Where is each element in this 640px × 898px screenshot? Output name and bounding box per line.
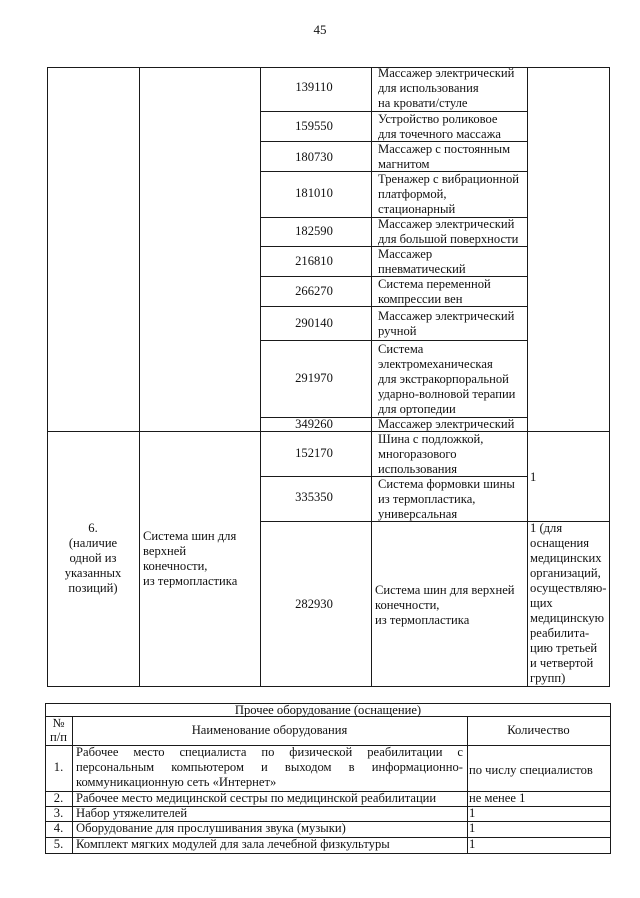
equipment-code: 349260 — [295, 417, 333, 431]
equipment-name-line: Рабочее место специалиста по физической реабилитации с — [76, 745, 463, 759]
quantity-cell: 1 — [469, 821, 476, 835]
quantity-cell: 1 — [530, 470, 537, 484]
table-col-divider — [139, 67, 140, 687]
equipment-name: Массажер электрический ручной — [378, 309, 515, 338]
equipment-code: 159550 — [295, 119, 333, 133]
section-title: Прочее оборудование (оснащение) — [234, 703, 422, 717]
equipment-name: Массажер электрический для большой поверхности — [378, 217, 519, 246]
table-border-bottom — [45, 853, 611, 854]
equipment-code: 335350 — [295, 490, 333, 504]
column-header-name: Наименование оборудования — [191, 723, 348, 737]
equipment-name: Массажер пневматический — [378, 247, 466, 276]
equipment-code: 290140 — [295, 316, 333, 330]
quantity-cell: не менее 1 — [469, 791, 526, 805]
table-col-divider — [371, 67, 372, 687]
row-number: 2. — [53, 791, 64, 805]
quantity-cell: 1 — [469, 806, 476, 820]
equipment-code: 266270 — [295, 284, 333, 298]
equipment-name-line: персональным компьютером и выходом в информационно- — [76, 760, 463, 774]
equipment-code: 182590 — [295, 224, 333, 238]
equipment-code: 139110 — [295, 80, 333, 94]
equipment-name: Устройство роликовое для точечного массажа — [378, 112, 501, 141]
equipment-code: 180730 — [295, 150, 333, 164]
column-header-num: № п/п — [50, 716, 67, 744]
page-number: 45 — [313, 22, 327, 37]
equipment-code: 181010 — [295, 186, 333, 200]
equipment-name: Система шин для верхней конечности, из термопластика — [375, 583, 515, 627]
row-number: 4. — [53, 821, 64, 835]
equipment-name: Массажер электрический для использования на кровати/стуле — [378, 66, 515, 110]
quantity-cell: по числу специалистов — [469, 763, 593, 777]
equipment-code: 282930 — [295, 597, 333, 611]
equipment-code: 291970 — [295, 371, 333, 385]
equipment-name: Комплект мягких модулей для зала лечебной физкультуры — [76, 837, 390, 851]
equipment-name: Массажер электрический — [378, 417, 515, 431]
equipment-name-line: коммуникационную сеть «Интернет» — [76, 775, 277, 789]
equipment-name: Оборудование для прослушивания звука (музыки) — [76, 821, 346, 835]
equipment-name: Система электромеханическая для экстракорпоральной ударно-волновой терапии для ортопедии — [378, 342, 516, 416]
column-header-qty: Количество — [507, 723, 570, 737]
equipment-name: Система формовки шины из термопластика, универсальная — [378, 477, 515, 521]
equipment-name: Система переменной компрессии вен — [378, 277, 491, 306]
row-number: 5. — [53, 837, 64, 851]
row-divider — [260, 340, 528, 341]
group-number: 6. (наличие одной из указанных позиций) — [64, 521, 122, 595]
equipment-name: Шина с подложкой, многоразового использования — [378, 432, 484, 476]
equipment-type: Система шин для верхней конечности, из термопластика — [143, 529, 238, 588]
equipment-name: Массажер с постоянным магнитом — [378, 142, 511, 171]
quantity-cell: 1 — [469, 837, 476, 851]
equipment-code: 152170 — [295, 446, 333, 460]
row-number: 3. — [53, 806, 64, 820]
table-border-right — [610, 703, 611, 854]
equipment-name: Тренажер с вибрационной платформой, стационарный — [378, 172, 520, 216]
equipment-code: 216810 — [295, 254, 333, 268]
table-border-bottom — [47, 686, 610, 687]
equipment-name: Рабочее место медицинской сестры по медицинской реабилитации — [76, 791, 437, 805]
quantity-cell: 1 (для оснащения медицинских организаций, осуществляю- щих медицинскую реабилита- цию третьей и четвертой групп) — [530, 521, 607, 685]
equipment-name: Набор утяжелителей — [76, 806, 188, 820]
row-number: 1. — [53, 760, 64, 774]
